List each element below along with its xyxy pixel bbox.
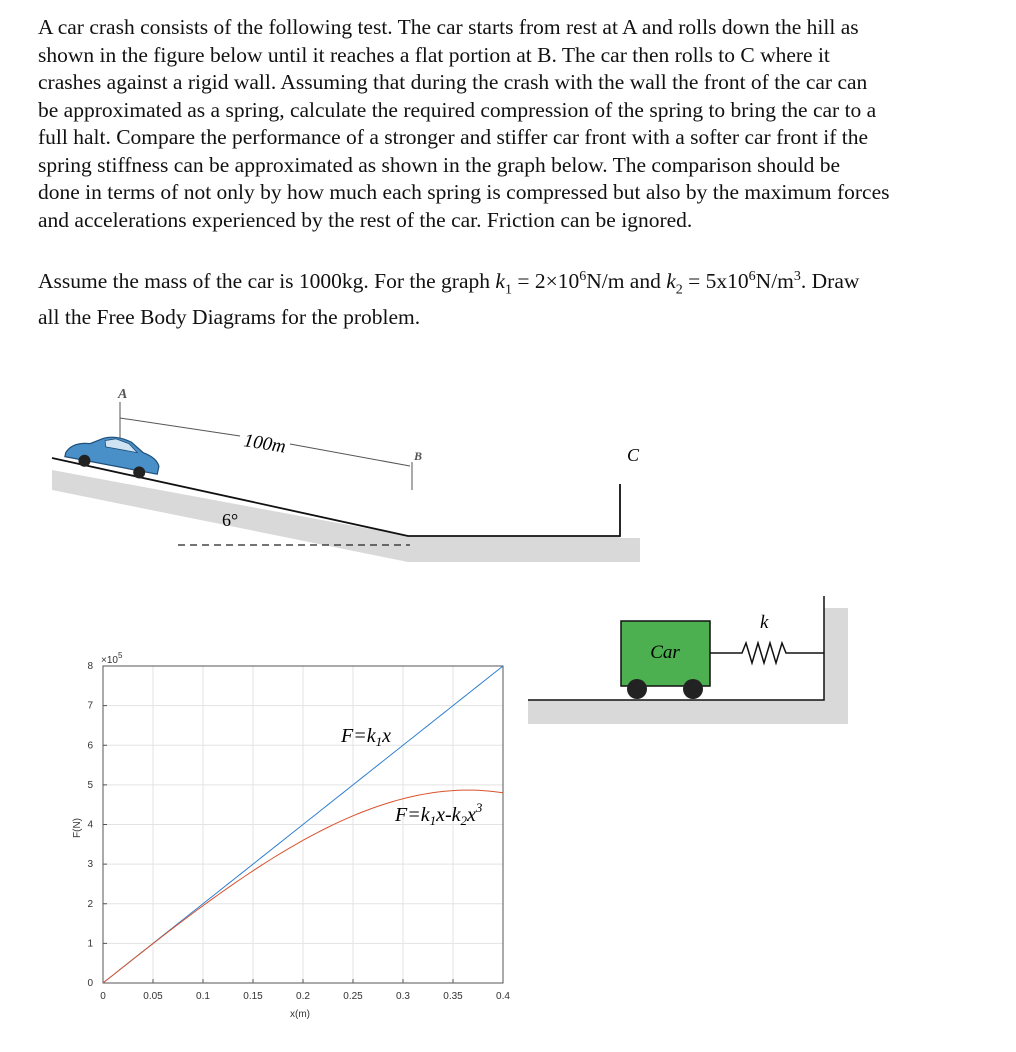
point-a-label: A (118, 387, 128, 402)
car-spring-figure (528, 596, 848, 724)
paragraph-1-line: full halt. Compare the performance of a stronger and stiffer car front with a softer car front if the (38, 125, 869, 149)
car-body (65, 428, 163, 476)
car-box-front-wheel (683, 679, 703, 699)
series-label-nonlinear: $F=k_1x-k_2x^3$ (395, 800, 483, 828)
y-tick-label: 0 (87, 978, 93, 989)
paragraph-1-line: crashes against a rigid wall. Assuming that during the crash with the wall the front of the car can (38, 70, 868, 94)
k2-symbol: k (666, 269, 676, 294)
point-c-label: C (627, 445, 640, 465)
paragraph-2-line-2: all the Free Body Diagrams for the problem. (38, 304, 421, 329)
k1-value: = 2×10 (511, 269, 580, 294)
x-tick-label: 0.4 (496, 991, 510, 1002)
paragraph-1-line: spring stiffness can be approximated as shown in the graph below. The comparison should be (38, 152, 841, 177)
k2-value: = 5x10 (682, 269, 749, 294)
angle-label: 6° (222, 510, 239, 530)
x-axis-label: x(m) (290, 1009, 310, 1020)
car-box-rear-wheel (627, 679, 647, 699)
paragraph-1-line: done in terms of not only by how much each spring is compressed but also by the maximum forces (38, 180, 890, 204)
ground-shading (52, 470, 640, 562)
dimension-line-right (290, 444, 410, 466)
k2-unit-exponent: 3 (793, 269, 801, 284)
spring-label: k (760, 612, 769, 633)
x-tick-label: 0 (100, 991, 106, 1002)
car-illustration (64, 428, 163, 482)
x-tick-label: 0.35 (443, 991, 463, 1002)
paragraph-1-line: shown in the figure below until it reaches a flat portion at B. The car then rolls to C where it (38, 42, 830, 67)
force-displacement-chart (72, 651, 510, 1020)
point-b-label: B (414, 449, 423, 463)
y-tick-label: 4 (87, 819, 93, 831)
spring (710, 643, 824, 663)
dimension-line-left (120, 418, 240, 436)
assume-mass-text: Assume the mass of the car is 1000kg. For the graph (38, 269, 496, 294)
x-tick-label: 0.05 (143, 991, 163, 1002)
y-tick-label: 5 (87, 779, 93, 791)
car-label: Car (650, 642, 680, 663)
k1-subscript: 1 (504, 282, 512, 298)
y-tick-label: 7 (87, 700, 93, 712)
k1-exponent: 6 (579, 269, 587, 284)
x-tick-label: 0.15 (243, 991, 263, 1002)
hill-figure (52, 387, 640, 562)
distance-label: 100m (242, 430, 288, 458)
y-tick-label: 8 (87, 661, 93, 672)
k1-unit: N/m and (586, 269, 667, 294)
x-tick-label: 0.2 (296, 991, 310, 1002)
y-tick-label: 6 (87, 740, 93, 752)
draw-text: . Draw (800, 269, 860, 294)
y-axis-label: F(N) (72, 818, 83, 838)
k2-subscript: 2 (675, 282, 683, 298)
k2-unit: N/m (755, 269, 794, 294)
x-tick-label: 0.3 (396, 991, 410, 1002)
x-tick-label: 0.1 (196, 991, 210, 1002)
x-tick-label: 0.25 (343, 991, 363, 1002)
paragraph-1-line: be approximated as a spring, calculate the required compression of the spring to bring the car to a (38, 97, 877, 122)
chart-ticks (87, 661, 510, 1002)
y-tick-label: 1 (87, 938, 93, 950)
k1-symbol: k (495, 269, 505, 294)
series-label-linear: $F=k_1x$ (341, 725, 391, 749)
y-multiplier-label: $\times 10^5$ (101, 651, 123, 666)
k2-exponent: 6 (748, 269, 756, 284)
y-tick-label: 2 (87, 898, 93, 910)
paragraph-1-line: A car crash consists of the following test. The car starts from rest at A and rolls down the hill as (38, 15, 859, 39)
paragraph-1-line: and accelerations experienced by the rest of the car. Friction can be ignored. (38, 207, 693, 232)
y-tick-label: 3 (87, 859, 93, 871)
